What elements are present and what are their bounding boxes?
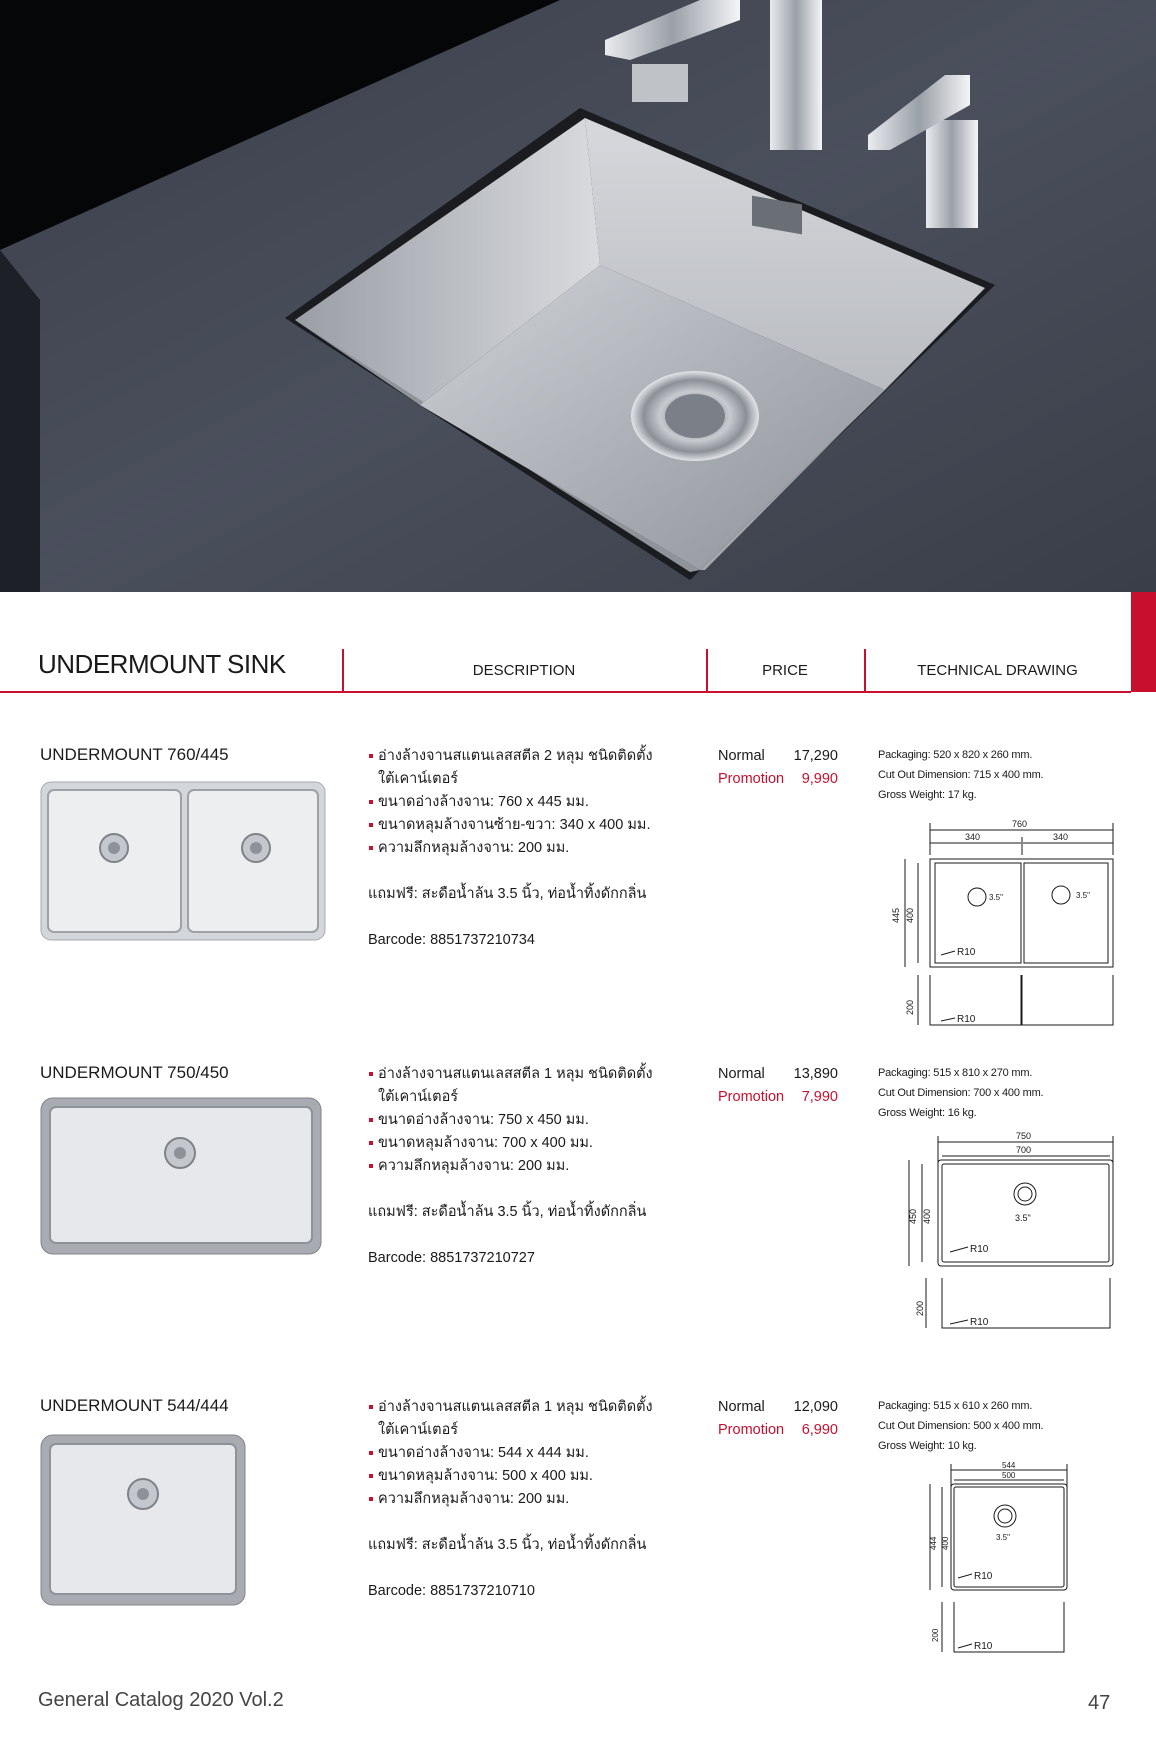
promotion-price: 6,990: [801, 1422, 838, 1438]
product-description: [368, 745, 668, 952]
description-item: ขนาดหลุมล้างจาน: 700 x 400 มม.: [368, 1132, 668, 1155]
gross-weight-text: Gross Weight: 10 kg.: [878, 1440, 977, 1452]
description-item: ขนาดอ่างล้างจาน: 750 x 450 มม.: [368, 1109, 668, 1132]
dim-total-width: 544: [1002, 1461, 1016, 1470]
dim-total-width: 760: [1012, 819, 1028, 829]
promotion-price-label: Promotion: [718, 771, 785, 787]
description-item: ความลึกหลุมล้างจาน: 200 มม.: [368, 1155, 668, 1178]
column-header-description: DESCRIPTION: [472, 662, 576, 679]
hero-photo: [0, 0, 1156, 592]
description-item: ขนาดหลุมล้างจานซ้าย-ขวา: 340 x 400 มม.: [368, 814, 668, 837]
normal-price: 12,090: [793, 1399, 838, 1415]
header-rule: [0, 691, 1131, 693]
column-header-price: PRICE: [762, 662, 808, 679]
dim-radius: R10: [974, 1641, 993, 1652]
packaging-text: Packaging: 520 x 820 x 260 mm.: [878, 749, 1033, 761]
section-accent-tab: [1131, 592, 1156, 692]
promotion-price: 7,990: [801, 1089, 838, 1105]
description-item: อ่างล้างจานสแตนเลสสตีล 1 หลุม ชนิดติดตั้งใต้เคาน์เตอร์: [368, 1396, 668, 1442]
hero-sink-illustration: [0, 0, 1156, 592]
dim-total-height: 445: [891, 907, 901, 923]
spec-block: [878, 745, 1043, 805]
price-block: [718, 745, 838, 791]
product-name: UNDERMOUNT 750/450: [40, 1063, 229, 1082]
cutout-text: Cut Out Dimension: 500 x 400 mm.: [878, 1420, 1044, 1432]
drain-icon: [994, 1505, 1016, 1527]
dim-bowl-width: 500: [1002, 1471, 1016, 1480]
drain-icon: [1014, 1183, 1036, 1205]
dim-radius: R10: [974, 1571, 993, 1582]
promotion-price: 9,990: [801, 771, 838, 787]
dim-radius: R10: [957, 947, 976, 958]
product-photo: [40, 1434, 246, 1611]
dim-drain: 3.5": [1015, 1213, 1031, 1223]
table-header: [0, 645, 1131, 693]
product-description: [368, 1396, 668, 1603]
free-gift-text: แถมฟรี: สะดือน้ำล้น 3.5 นิ้ว, ท่อน้ำทิ้งดักกลิ่น: [368, 1537, 647, 1553]
dim-bowl-width: 700: [1016, 1145, 1032, 1155]
drain-icon: [968, 888, 986, 906]
free-gift-text: แถมฟรี: สะดือน้ำล้น 3.5 นิ้ว, ท่อน้ำทิ้งดักกลิ่น: [368, 1204, 647, 1220]
dim-depth: 200: [931, 1628, 940, 1642]
technical-drawing: [900, 1128, 1125, 1413]
cutout-text: Cut Out Dimension: 700 x 400 mm.: [878, 1087, 1044, 1099]
faucet-icon: [770, 0, 822, 150]
price-block: [718, 1063, 838, 1109]
description-item: ขนาดอ่างล้างจาน: 544 x 444 มม.: [368, 1442, 668, 1465]
normal-price: 17,290: [793, 748, 838, 764]
page-number: 47: [1088, 1692, 1111, 1714]
barcode-text: Barcode: 8851737210710: [368, 1583, 535, 1599]
dim-drain: 3.5": [996, 1533, 1010, 1542]
dim-radius: R10: [957, 1014, 976, 1025]
cutout-text: Cut Out Dimension: 715 x 400 mm.: [878, 769, 1044, 781]
technical-drawing: [885, 815, 1125, 1040]
spec-block: [878, 1396, 1043, 1456]
barcode-text: Barcode: 8851737210734: [368, 932, 535, 948]
dim-drain: 3.5": [989, 893, 1003, 902]
dim-bowl-height: 400: [941, 1536, 950, 1550]
normal-price-label: Normal: [718, 1066, 765, 1082]
normal-price: 13,890: [793, 1066, 838, 1082]
promotion-price-label: Promotion: [718, 1422, 785, 1438]
dim-bowl-height: 400: [922, 1208, 932, 1224]
normal-price-label: Normal: [718, 1399, 765, 1415]
dim-total-width: 750: [1016, 1131, 1032, 1141]
packaging-text: Packaging: 515 x 810 x 270 mm.: [878, 1067, 1033, 1079]
normal-price-label: Normal: [718, 748, 765, 764]
description-item: อ่างล้างจานสแตนเลสสตีล 1 หลุม ชนิดติดตั้งใต้เคาน์เตอร์: [368, 1063, 668, 1109]
free-gift-text: แถมฟรี: สะดือน้ำล้น 3.5 นิ้ว, ท่อน้ำทิ้งดักกลิ่น: [368, 886, 647, 902]
description-item: อ่างล้างจานสแตนเลสสตีล 2 หลุม ชนิดติดตั้งใต้เคาน์เตอร์: [368, 745, 668, 791]
packaging-text: Packaging: 515 x 610 x 260 mm.: [878, 1400, 1033, 1412]
gross-weight-text: Gross Weight: 16 kg.: [878, 1107, 977, 1119]
dim-depth: 200: [905, 999, 915, 1015]
catalog-footer: General Catalog 2020 Vol.2: [38, 1689, 284, 1711]
product-description: [368, 1063, 668, 1270]
promotion-price-label: Promotion: [718, 1089, 785, 1105]
dim-depth: 200: [915, 1300, 925, 1316]
soap-dispenser-icon: [926, 120, 978, 228]
barcode-text: Barcode: 8851737210727: [368, 1250, 535, 1266]
column-header-technical-drawing: TECHNICAL DRAWING: [917, 662, 1078, 679]
dim-total-height: 444: [929, 1536, 938, 1550]
price-block: [718, 1396, 838, 1442]
product-name: UNDERMOUNT 760/445: [40, 745, 229, 764]
section-title: UNDERMOUNT SINK: [38, 649, 286, 679]
dim-radius: R10: [970, 1244, 989, 1255]
dim-right-width: 340: [1053, 832, 1069, 842]
description-item: ความลึกหลุมล้างจาน: 200 มม.: [368, 837, 668, 860]
drain-icon: [1052, 886, 1070, 904]
dim-total-height: 450: [908, 1208, 918, 1224]
technical-drawing: [926, 1458, 1076, 1723]
description-item: ความลึกหลุมล้างจาน: 200 มม.: [368, 1488, 668, 1511]
description-item: ขนาดอ่างล้างจาน: 760 x 445 มม.: [368, 791, 668, 814]
product-name: UNDERMOUNT 544/444: [40, 1396, 229, 1415]
product-photo: [40, 1097, 322, 1260]
spec-block: [878, 1063, 1043, 1123]
dim-radius: R10: [970, 1317, 989, 1328]
product-photo: [40, 781, 326, 946]
dim-drain: 3.5": [1076, 891, 1090, 900]
dim-left-width: 340: [965, 832, 981, 842]
gross-weight-text: Gross Weight: 17 kg.: [878, 789, 977, 801]
description-item: ขนาดหลุมล้างจาน: 500 x 400 มม.: [368, 1465, 668, 1488]
dim-bowl-height: 400: [905, 907, 915, 923]
